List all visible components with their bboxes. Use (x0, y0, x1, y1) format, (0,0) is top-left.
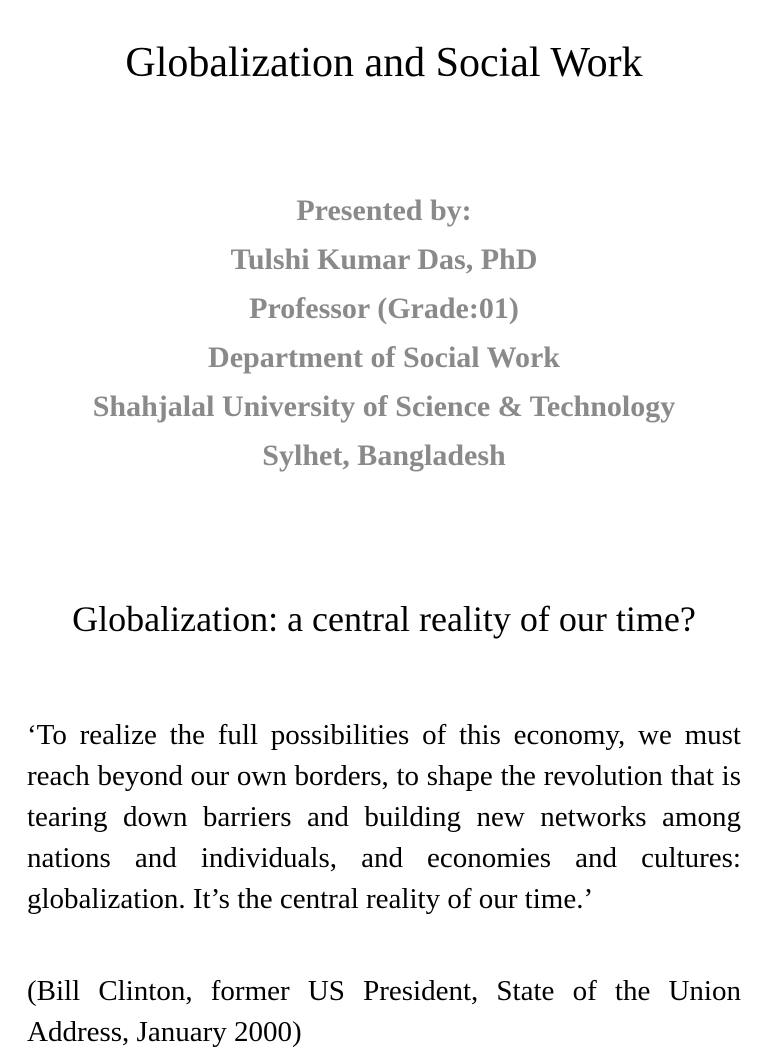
clinton-quote: ‘To realize the full possibilities of this economy, we must reach beyond our own borders, to shape the revolution that is tearing down barriers and building new networks among nations and individuals, and economies and cultures: globalization. It’s the central reality of our time.’ (27, 719, 741, 915)
slide-title: Globalization: a central reality of our time? (72, 599, 696, 639)
presenter-rank: Professor (Grade:01) (249, 292, 519, 325)
presenter-info (0, 186, 768, 480)
content-slide (0, 560, 768, 1048)
presentation-title: Globalization and Social Work (125, 40, 643, 86)
presenter-location: Sylhet, Bangladesh (262, 439, 506, 472)
presenter-name: Tulshi Kumar Das, PhD (230, 243, 538, 276)
presenter-university: Shahjalal University of Science & Technology (92, 390, 676, 423)
presented-by-label: Presented by: (296, 194, 472, 227)
presenter-department: Department of Social Work (208, 341, 560, 374)
quote-citation: (Bill Clinton, former US President, State of the Union Address, January 2000) (27, 975, 741, 1048)
